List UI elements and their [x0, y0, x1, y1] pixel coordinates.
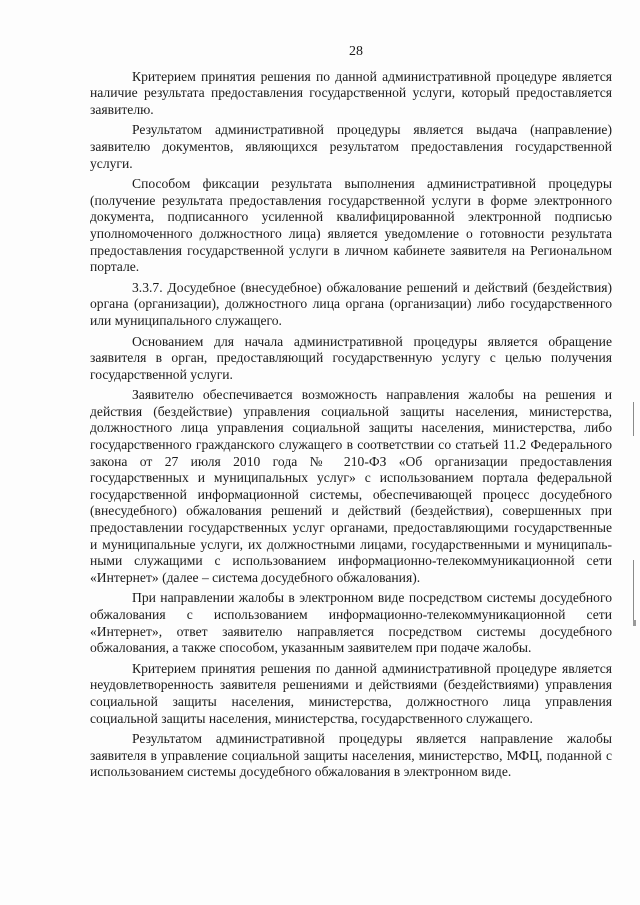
- paragraph-complaint-possibility: Заявителю обеспечивается возможность направления жалобы на решения и действия (бездействие) управления социальной защиты населения, министерства, должностного лица управления социальной защиты населения, министерства, либо государственного гражданского служащего в соответствии со статьей 11.2 Федерального закона от 27 июля 2010 года № 210-ФЗ «Об организации предоставления государственных и муниципальных услуг» с использованием портала федеральной государственной информационной системы, обеспечивающей процесс досудебного (внесудебного) обжалования решений и действий (бездействия), совершенных при предоставлении государственных услуг органами, предоставляющими государственные и муниципальные услуги, их должностными лицами, государственными и муниципальными служащими с использованием информационно-телекоммуникационной сети «Интернет» (далее – система досудебного обжалования).: [90, 387, 612, 585]
- page-number: 28: [349, 44, 363, 59]
- paragraph-complaint-result: Результатом административной процедуры является направление жалобы заявителя в управление социальной защиты населения, министерство, МФЦ, поданной с использованием системы досудебного обжалования в электронном виде.: [90, 731, 612, 780]
- paragraph-section-3-3-7: 3.3.7. Досудебное (внесудебное) обжалование решений и действий (бездействия) органа (организации), должностного лица органа (организации) либо государственного или муниципального служащего.: [90, 279, 612, 328]
- scan-edge-mark: [633, 620, 636, 626]
- paragraph-procedure-basis: Основанием для начала административной процедуры является обращение заявителя в орган, предоставляющий государственную услугу с целью получения государственной услуги.: [90, 333, 612, 382]
- paragraph-complaint-criterion: Критерием принятия решения по данной административной процедуре является неудовлетворенность заявителя решениями и действиями (бездействиями) управления социальной защиты населения, министерства, должностного лица управления социальной защиты населения, министерства, государственного служащего.: [90, 660, 612, 726]
- paragraph-decision-criterion: Критерием принятия решения по данной административной процедуре является наличие результата предоставления государственной услуги, который предоставляется заявителю.: [90, 68, 612, 117]
- scan-edge-mark: [633, 402, 634, 436]
- paragraph-electronic-complaint: При направлении жалобы в электронном виде посредством системы досудебного обжалования с использованием информационно-телекоммуникационной сети «Интернет», ответ заявителю направляется посредством системы досудебного обжалования, а также способом, указанным заявителем при подаче жалобы.: [90, 590, 612, 656]
- scan-edge-mark: [633, 560, 634, 624]
- paragraph-result-fixation: Способом фиксации результата выполнения административной процедуры (получение результата предоставления государственной услуги в форме электронного документа, подписанного усиленной квалифицированной электронной подписью уполномоченного должностного лица) является уведомление о готовности результата предоставления государственной услуги в личном кабинете заявителя на Региональном портале.: [90, 176, 612, 275]
- paragraph-procedure-result: Результатом административной процедуры является выдача (направление) заявителю документов, являющихся результатом предоставления государственной услуги.: [90, 122, 612, 171]
